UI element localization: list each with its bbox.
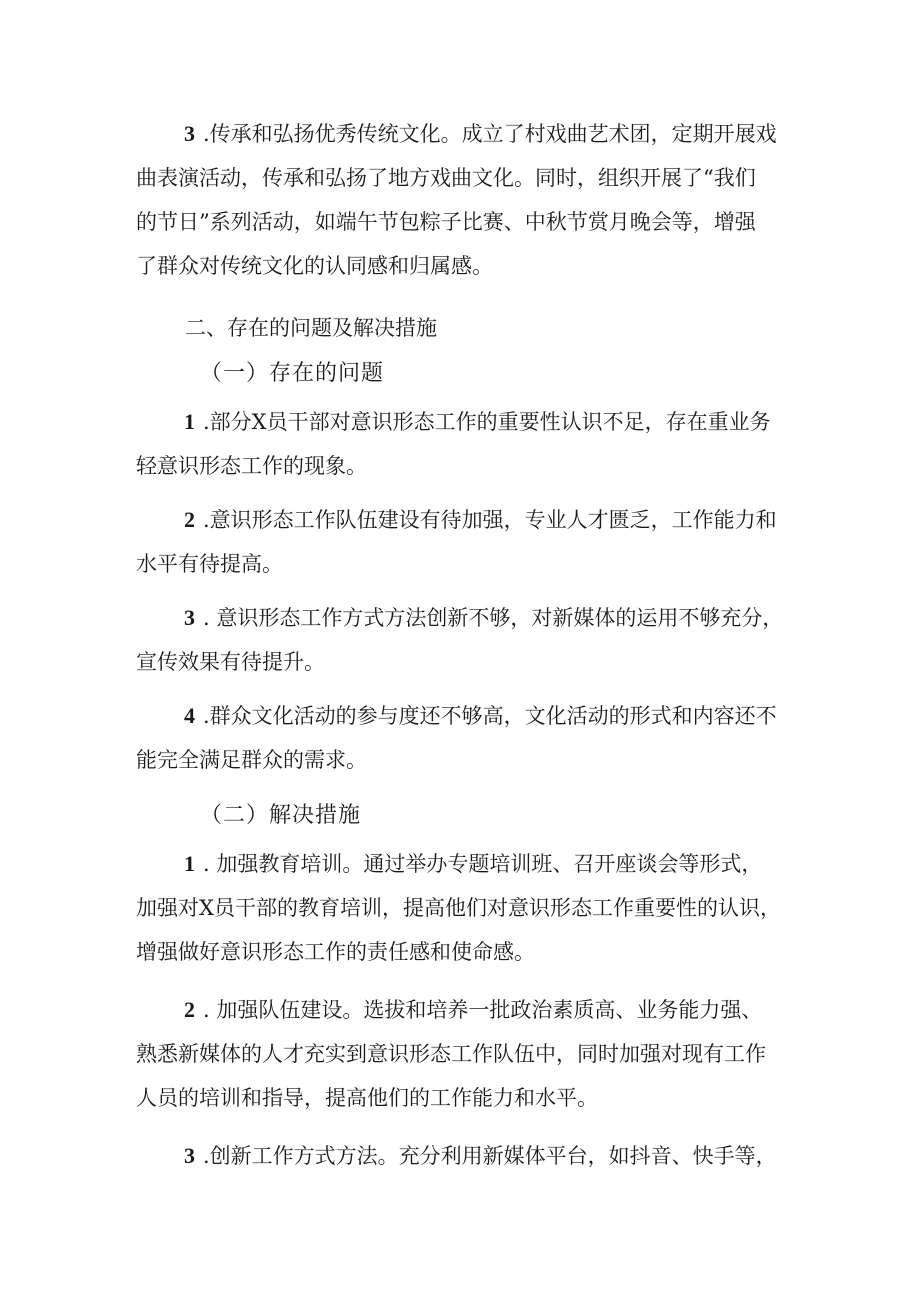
paragraph-line: 1 .部分X员干部对意识形态工作的重要性认识不足，存在重业务 [184, 409, 771, 434]
problem-item-1 [136, 400, 796, 488]
item-number: 3 [184, 121, 195, 146]
paragraph-line: 曲表演活动，传承和弘扬了地方戏曲文化。同时，组织开展了“我们 [136, 166, 756, 190]
paragraph-line: 3 . 意识形态工作方式方法创新不够，对新媒体的运用不够充分， [184, 605, 784, 630]
item-number: 4 [184, 703, 195, 728]
measures-heading: （二）解决措施 [200, 803, 362, 828]
problem-item-2 [136, 498, 796, 586]
paragraph-line: 人员的培训和指导，提高他们的工作能力和水平。 [136, 1086, 598, 1110]
paragraph-line: 宣传效果有待提升。 [136, 650, 325, 674]
measure-item-3 [136, 1134, 796, 1178]
item-number: 3 [184, 1143, 195, 1168]
item-number: 2 [184, 997, 195, 1022]
problem-item-3 [136, 596, 796, 684]
item-number: 3 [184, 605, 195, 630]
problems-heading: （一）存在的问题 [200, 361, 385, 386]
measure-item-1 [136, 842, 796, 974]
paragraph-line: 加强对X员干部的教育培训，提高他们对意识形态工作重要性的认识， [136, 896, 781, 920]
paragraph-line: 4 .群众文化活动的参与度还不够高，文化活动的形式和内容还不 [184, 703, 777, 728]
paragraph-line: 的节日”系列活动，如端午节包粽子比赛、中秋节赏月晚会等，增强 [136, 210, 756, 234]
paragraph-line: 1 . 加强教育培训。通过举办专题培训班、召开座谈会等形式， [184, 851, 763, 876]
paragraph-line: 轻意识形态工作的现象。 [136, 454, 367, 478]
paragraph-line: 2 .意识形态工作队伍建设有待加强，专业人才匮乏，工作能力和 [184, 507, 777, 532]
section-heading: 二、存在的问题及解决措施 [185, 316, 437, 340]
paragraph-culture [136, 112, 796, 288]
item-number: 1 [184, 409, 195, 434]
paragraph-line: 了群众对传统文化的认同感和归属感。 [136, 254, 493, 278]
paragraph-line: 能完全满足群众的需求。 [136, 748, 367, 772]
problem-item-4 [136, 694, 796, 782]
paragraph-line: 3 .创新工作方式方法。充分利用新媒体平台，如抖音、快手等， [184, 1143, 777, 1168]
paragraph-line: 3 .传承和弘扬优秀传统文化。成立了村戏曲艺术团，定期开展戏 [184, 121, 777, 146]
paragraph-line: 熟悉新媒体的人才充实到意识形态工作队伍中，同时加强对现有工作 [136, 1042, 766, 1066]
measure-item-2 [136, 988, 796, 1120]
paragraph-line: 2 . 加强队伍建设。选拔和培养一批政治素质高、业务能力强、 [184, 997, 763, 1022]
paragraph-line: 水平有待提高。 [136, 552, 283, 576]
paragraph-line: 增强做好意识形态工作的责任感和使命感。 [136, 940, 535, 964]
item-number: 1 [184, 851, 195, 876]
item-number: 2 [184, 507, 195, 532]
